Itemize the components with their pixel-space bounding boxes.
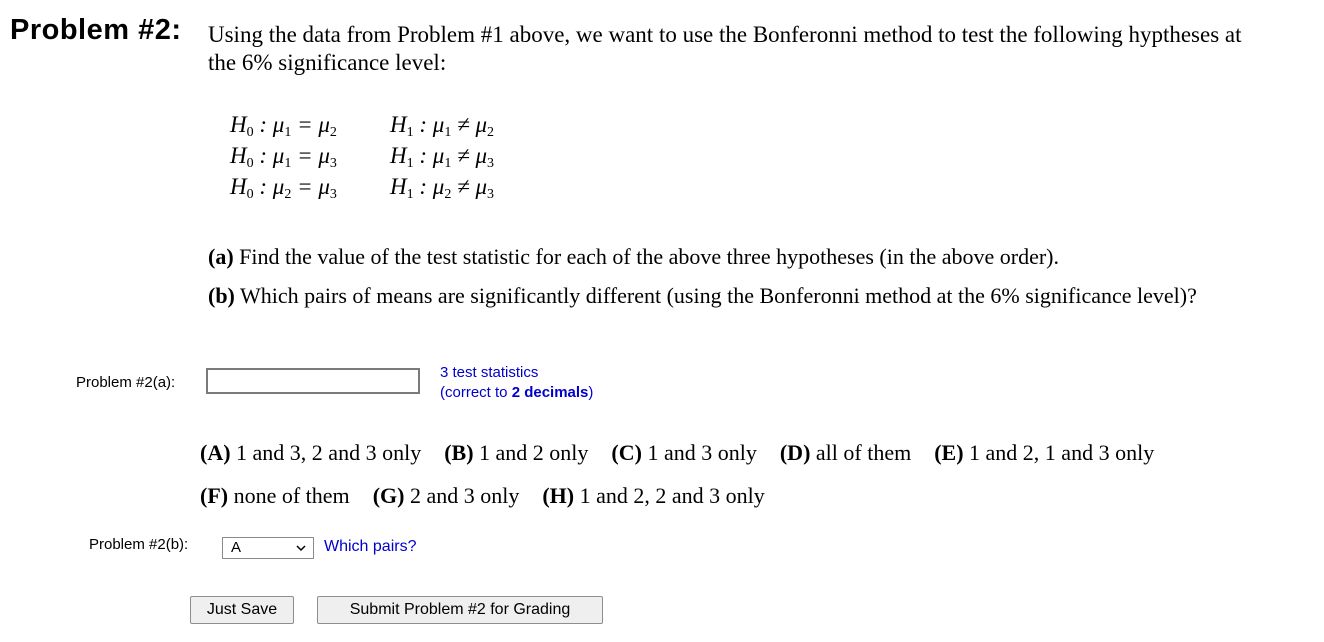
problem-intro-line2: the 6% significance level: bbox=[208, 50, 447, 75]
option-c: (C) 1 and 3 only bbox=[611, 440, 757, 465]
just-save-button[interactable]: Just Save bbox=[190, 596, 294, 624]
submit-grading-button[interactable]: Submit Problem #2 for Grading bbox=[317, 596, 603, 624]
option-a: (A) 1 and 3, 2 and 3 only bbox=[200, 440, 422, 465]
question-b: (b) Which pairs of means are significantly different (using the Bonferonni method at the 6% significance level)? bbox=[208, 283, 1197, 308]
null-hypothesis-2: $H_0$ : $\mu_1 = \mu_3$ bbox=[230, 143, 337, 171]
part-b-hint: Which pairs? bbox=[324, 538, 417, 555]
part-a-hint-line2: (correct to 2 decimals) bbox=[440, 384, 594, 401]
option-h: (H) 1 and 2, 2 and 3 only bbox=[542, 483, 765, 508]
problem-intro-line1: Using the data from Problem #1 above, we want to use the Bonferonni method to test the following hyptheses at bbox=[208, 22, 1242, 47]
option-f: (F) none of them bbox=[200, 483, 350, 508]
alt-hypothesis-2: $H_1$ : $\mu_1 \ne \mu_3$ bbox=[390, 143, 495, 171]
option-b: (B) 1 and 2 only bbox=[444, 440, 589, 465]
alt-hypothesis-3: $H_1$ : $\mu_2 \ne \mu_3$ bbox=[390, 174, 495, 202]
option-d: (D) all of them bbox=[779, 440, 912, 465]
part-b-label: Problem #2(b): bbox=[89, 536, 189, 553]
question-a: (a) Find the value of the test statistic for each of the above three hypotheses (in the above order). bbox=[208, 244, 1059, 269]
option-e: (E) 1 and 2, 1 and 3 only bbox=[934, 440, 1155, 465]
options-row-2 bbox=[200, 483, 765, 509]
which-pairs-select[interactable] bbox=[222, 537, 314, 559]
part-a-label: Problem #2(a): bbox=[76, 374, 176, 391]
null-hypothesis-1: $H_0$ : $\mu_1 = \mu_2$ bbox=[230, 112, 337, 140]
option-g: (G) 2 and 3 only bbox=[372, 483, 520, 508]
options-row-1 bbox=[200, 440, 1154, 466]
part-a-hint-line1: 3 test statistics bbox=[440, 364, 539, 381]
chevron-down-icon bbox=[295, 541, 307, 558]
which-pairs-selected-value: A bbox=[231, 539, 242, 556]
null-hypothesis-3: $H_0$ : $\mu_2 = \mu_3$ bbox=[230, 174, 337, 202]
problem-title: Problem #2: bbox=[10, 14, 182, 46]
test-statistics-input[interactable] bbox=[206, 368, 420, 394]
alt-hypothesis-1: $H_1$ : $\mu_1 \ne \mu_2$ bbox=[390, 112, 495, 140]
